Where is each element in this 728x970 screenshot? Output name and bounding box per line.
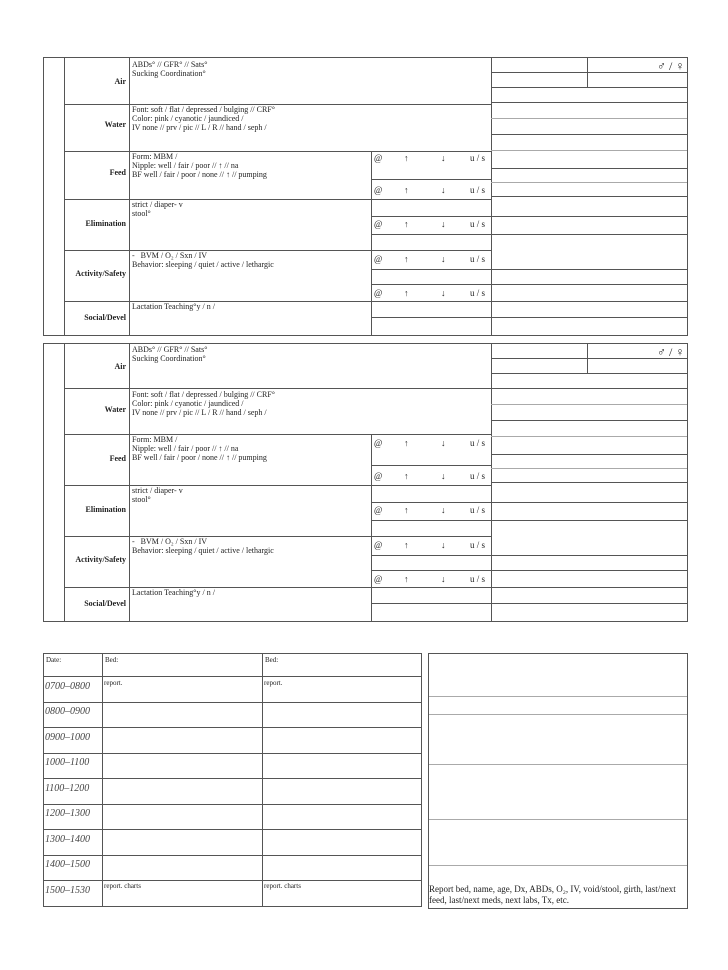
air-option: Sucking Coordination° <box>132 69 206 78</box>
time-slot: 1100–1200 <box>45 783 90 794</box>
feed-option: BF well / fair / poor / none // ↑ // pumping <box>132 453 267 462</box>
activity-option: Behavior: sleeping / quiet / active / lethargic <box>132 546 274 555</box>
io-row[interactable]: @ ↑ ↓ u / s <box>374 219 486 229</box>
feed-option: Nipple: well / fair / poor // ↑ // na <box>132 444 239 453</box>
category-air: Air <box>114 77 126 86</box>
elimination-option: strict / diaper- v <box>132 486 183 495</box>
assessment-block-2 <box>43 343 688 622</box>
time-slot: 1400–1500 <box>45 859 90 870</box>
assessment-block-1 <box>43 57 688 336</box>
io-row[interactable]: @ ↑ ↓ u / s <box>374 153 486 163</box>
activity-option: - BVM / O₂ / Sxn / IV <box>132 537 208 546</box>
report-notes-box <box>428 653 688 909</box>
category-water: Water <box>104 405 126 414</box>
water-option: Color: pink / cyanotic / jaundiced / <box>132 114 244 123</box>
elimination-option: stool° <box>132 495 151 504</box>
water-option: Font: soft / flat / depressed / bulging // CRF° <box>132 105 275 114</box>
activity-option: Behavior: sleeping / quiet / active / lethargic <box>132 260 274 269</box>
category-social-devel: Social/Devel <box>84 599 126 608</box>
io-row[interactable]: @ ↑ ↓ u / s <box>374 438 486 448</box>
report-cell: report. <box>264 679 283 687</box>
report-note-text: Report bed, name, age, Dx, ABDs, O₂, IV, void/stool, girth, last/next feed, last/next meds, next labs, Tx, etc. <box>429 884 676 905</box>
time-slot: 1000–1100 <box>45 757 90 768</box>
water-option: IV none // prv / pic // L / R // hand / seph / <box>132 408 267 417</box>
category-air: Air <box>114 362 126 371</box>
feed-option: Form: MBM / <box>132 435 178 444</box>
report-charts-cell: report. charts <box>264 882 301 890</box>
air-option: ABDs° // GFR° // Sats° <box>132 345 208 354</box>
time-slot: 1500–1530 <box>45 885 90 896</box>
io-row[interactable]: @ ↑ ↓ u / s <box>374 505 486 515</box>
feed-option: Form: MBM / <box>132 152 178 161</box>
category-activity-safety: Activity/Safety <box>75 269 126 278</box>
io-row[interactable]: @ ↑ ↓ u / s <box>374 574 486 584</box>
report-cell: report. <box>104 679 123 687</box>
io-row[interactable]: @ ↑ ↓ u / s <box>374 254 486 264</box>
time-slot: 0700–0800 <box>45 681 90 692</box>
feed-option: Nipple: well / fair / poor // ↑ // na <box>132 161 239 170</box>
activity-option: - BVM / O₂ / Sxn / IV <box>132 251 208 260</box>
time-slot: 0900–1000 <box>45 732 90 743</box>
sex-selector[interactable]: ♂ / ♀ <box>657 59 685 73</box>
date-label: Date: <box>46 656 62 664</box>
social-option: Lactation Teaching°y / n / <box>132 302 215 311</box>
category-activity-safety: Activity/Safety <box>75 555 126 564</box>
schedule-table <box>43 653 422 907</box>
social-option: Lactation Teaching°y / n / <box>132 588 215 597</box>
bed-label: Bed: <box>105 656 119 664</box>
time-slot: 0800–0900 <box>45 706 90 717</box>
air-option: ABDs° // GFR° // Sats° <box>132 60 208 69</box>
category-feed: Feed <box>109 454 126 463</box>
elimination-option: stool° <box>132 209 151 218</box>
category-feed: Feed <box>109 168 126 177</box>
feed-option: BF well / fair / poor / none // ↑ // pumping <box>132 170 267 179</box>
water-option: Color: pink / cyanotic / jaundiced / <box>132 399 244 408</box>
io-row[interactable]: @ ↑ ↓ u / s <box>374 540 486 550</box>
water-option: IV none // prv / pic // L / R // hand / seph / <box>132 123 267 132</box>
time-slot: 1200–1300 <box>45 808 90 819</box>
elimination-option: strict / diaper- v <box>132 200 183 209</box>
io-row[interactable]: @ ↑ ↓ u / s <box>374 288 486 298</box>
category-social-devel: Social/Devel <box>84 313 126 322</box>
category-elimination: Elimination <box>85 505 126 514</box>
air-option: Sucking Coordination° <box>132 354 206 363</box>
water-option: Font: soft / flat / depressed / bulging // CRF° <box>132 390 275 399</box>
bed-label: Bed: <box>265 656 279 664</box>
sex-selector[interactable]: ♂ / ♀ <box>657 345 685 359</box>
io-row[interactable]: @ ↑ ↓ u / s <box>374 185 486 195</box>
category-water: Water <box>104 120 126 129</box>
report-charts-cell: report. charts <box>104 882 141 890</box>
time-slot: 1300–1400 <box>45 834 90 845</box>
io-row[interactable]: @ ↑ ↓ u / s <box>374 471 486 481</box>
category-elimination: Elimination <box>85 219 126 228</box>
